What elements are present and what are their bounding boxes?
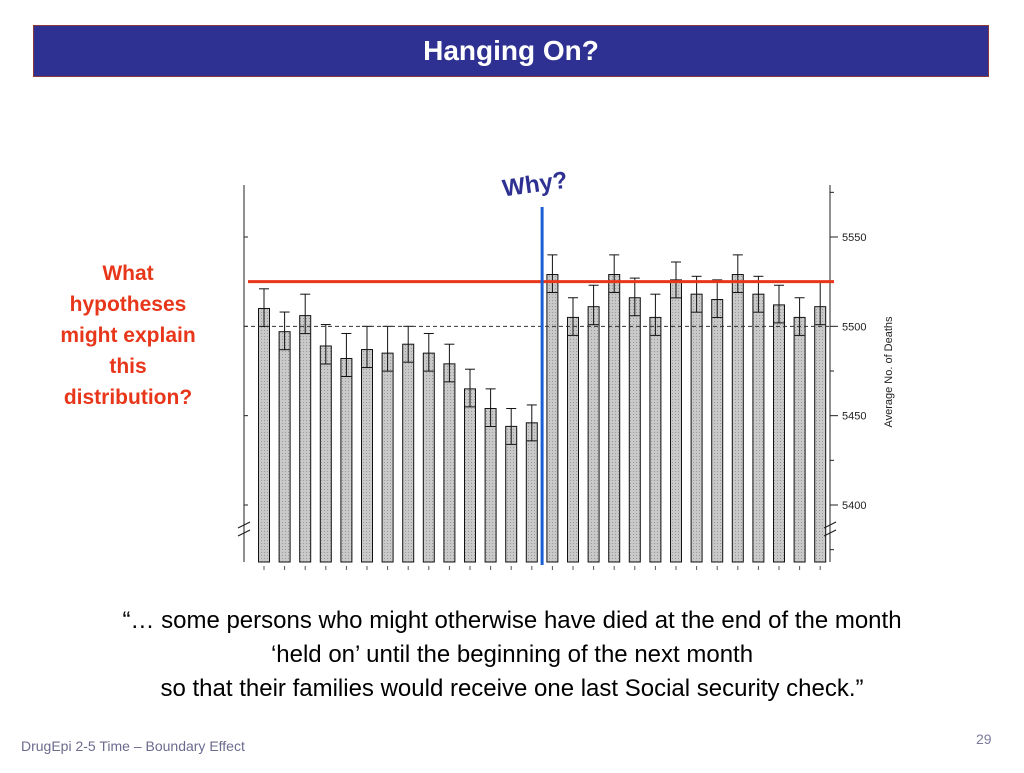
y-tick-label: 5500 [842,321,867,334]
y-axis-label: Average No. of Deaths [883,316,895,428]
slide-title: Hanging On? [423,35,599,66]
quote-line: ‘held on’ until the beginning of the next month [270,641,754,668]
y-tick-label: 5450 [842,410,867,423]
quote-line: “… some persons who might otherwise have died at the end of the month [122,607,902,634]
side-question: What hypotheses might explain this distribution? [60,262,196,409]
y-tick-label: 5550 [842,232,867,244]
footer: DrugEpi 2-5 Time – Boundary Effect [21,738,245,754]
why-callout: Why? [500,166,570,203]
y-tick-label: 5400 [842,500,867,512]
quote-line: so that their families would receive one last Social security check.” [160,675,864,702]
page-number: 29 [976,731,992,747]
quote [20,604,1004,706]
